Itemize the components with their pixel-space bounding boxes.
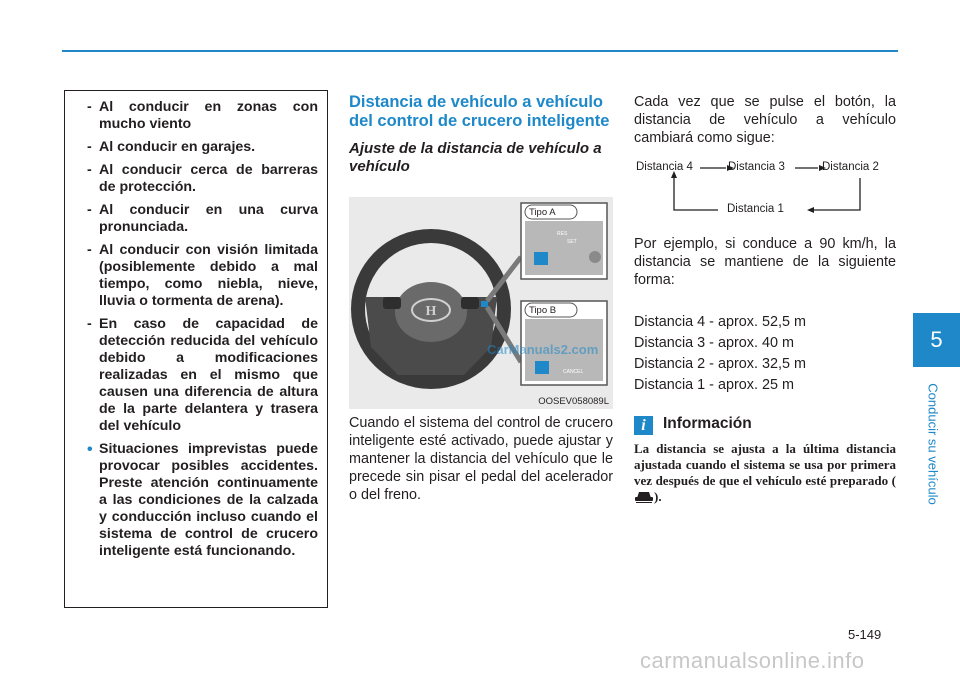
figure-code: OOSEV058089L [538, 396, 609, 407]
figure-label-b: Tipo B [529, 305, 557, 316]
list-marker: - [87, 139, 92, 155]
figure-label-a: Tipo A [529, 207, 556, 218]
section-header [349, 93, 613, 176]
chapter-side-label [903, 368, 960, 520]
list-marker: - [87, 316, 92, 332]
info-title: Información [663, 415, 752, 432]
footer-watermark: carmanualsonline.info [640, 648, 865, 673]
section-title: Distancia de vehículo a vehículo del control de crucero inteligente [349, 93, 610, 130]
list-marker: - [87, 162, 92, 178]
distance-cycle-diagram [634, 158, 896, 222]
distance-4-label: Distancia 4 [636, 161, 693, 173]
list-item: - Al conducir en una curva pronunciada. [87, 202, 318, 235]
chapter-tab[interactable] [913, 313, 960, 367]
list-item: - Al conducir en garajes. [87, 139, 256, 155]
list-item: Distancia 3 - aprox. 40 m [634, 335, 794, 351]
caution-box [64, 90, 328, 608]
list-item: Distancia 1 - aprox. 25 m [634, 377, 794, 393]
list-marker: - [87, 242, 92, 258]
distance-3-label: Distancia 3 [728, 161, 785, 173]
list-item: Distancia 2 - aprox. 32,5 m [634, 356, 806, 372]
chapter-title: Conducir su vehículo [925, 383, 941, 505]
header-rule [62, 50, 898, 52]
steering-wheel-figure [349, 197, 613, 409]
info-icon: i [634, 416, 653, 435]
distance-2-label: Distancia 2 [822, 161, 879, 173]
section-body: Cuando el sistema del control de crucero inteligente esté activado, puede ajustar y mantener la distancia del vehículo que le precede sin pisar el pedal del acelerador o del freno. [349, 415, 613, 503]
list-marker: - [87, 202, 92, 218]
figure-watermark: CarManuals2.com [487, 342, 599, 357]
distance-1-label: Distancia 1 [727, 203, 784, 215]
info-header [634, 415, 896, 437]
list-item: Distancia 4 - aprox. 52,5 m [634, 314, 806, 330]
chapter-number: 5 [930, 327, 943, 352]
right-intro [634, 93, 896, 147]
list-item: - Al conducir con visión limitada (posiblemente debido a mal tiempo, como niebla, nieve, lluvia o tormenta de arena). [87, 242, 318, 309]
bullet-icon: • [87, 441, 93, 458]
intro-paragraph: Cada vez que se pulse el botón, la distancia de vehículo a vehículo cambiará como sigue: [634, 94, 896, 146]
distance-list [634, 312, 896, 396]
list-marker: - [87, 99, 92, 115]
page-number: 5-149 [848, 627, 882, 642]
cancel-button-label: CANCEL [563, 369, 584, 375]
example-block [634, 235, 896, 289]
caution-list [65, 91, 327, 560]
steering-wheel-illustration [349, 197, 613, 409]
res-button-label: RES [557, 231, 568, 237]
list-item: - En caso de capacidad de detección reducida del vehículo debido a modificaciones realizadas en el mismo que causen una diferencia de altura de la parte delantera y trasera del vehículo [87, 316, 318, 434]
set-button-label: SET [567, 239, 577, 245]
example-paragraph: Por ejemplo, si conduce a 90 km/h, la distancia se mantiene de la siguiente forma: [634, 236, 896, 288]
svg-text:H: H [425, 304, 437, 319]
list-item: • Situaciones imprevistas puede provocar posibles accidentes. Preste atención continuamente a las condiciones de la calzada y conducción incluso cuando el sistema de control de crucero inteligente está funcionando. [87, 441, 318, 559]
car-distance-icon [634, 489, 654, 503]
section-subtitle: Ajuste de la distancia de vehículo a vehículo [349, 140, 602, 175]
info-body: La distancia se ajusta a la última distancia ajustada cuando el sistema se usa por primera vez después de que el vehículo esté preparado (). [634, 441, 896, 504]
list-item: - Al conducir cerca de barreras de protección. [87, 162, 318, 195]
list-item: - Al conducir en zonas con mucho viento [87, 99, 318, 132]
